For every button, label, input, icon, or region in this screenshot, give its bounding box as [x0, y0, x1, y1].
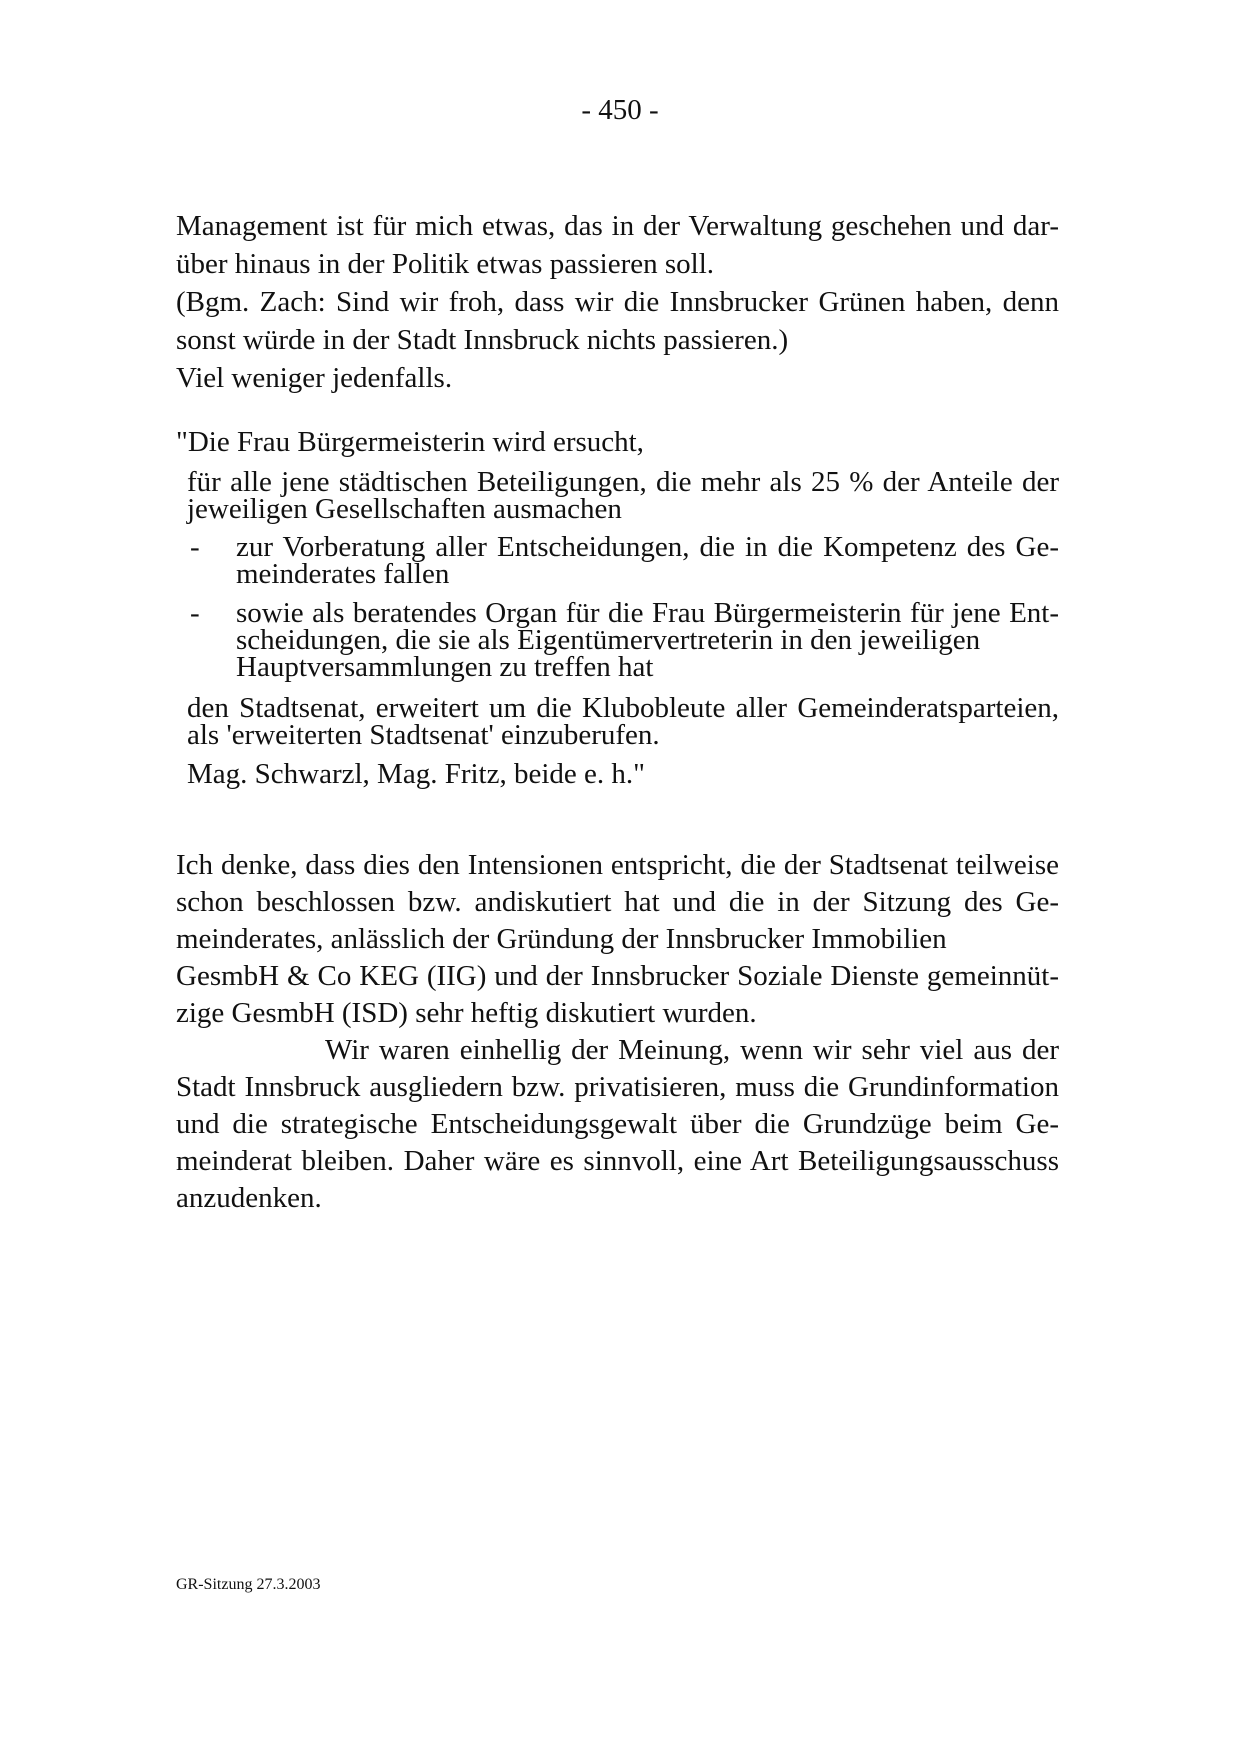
- bullet-line: meinderates fallen: [236, 558, 450, 590]
- motion-closing-line: als 'erweiterten Stadtsenat' einzuberufen.: [187, 719, 660, 751]
- motion-opening: "Die Frau Bürgermeisterin wird ersucht,: [176, 426, 644, 458]
- text-line: Viel weniger jedenfalls.: [176, 362, 453, 394]
- text-line: und die strategische Entscheidungsgewalt über die Grundzüge beim Ge-: [176, 1108, 1059, 1140]
- text-line: zige GesmbH (ISD) sehr heftig diskutiert wurden.: [176, 997, 757, 1029]
- text-line: schon beschlossen bzw. andiskutiert hat und die in der Sitzung des Ge-: [176, 886, 1059, 918]
- motion-scope-line: jeweiligen Gesellschaften ausmachen: [187, 493, 622, 525]
- text-line: Ich denke, dass dies den Intensionen entspricht, die der Stadtsenat teilweise: [176, 849, 1059, 881]
- bullet-line: zur Vorberatung aller Entscheidungen, die in die Kompetenz des Ge-: [236, 531, 1059, 563]
- text-line: (Bgm. Zach: Sind wir froh, dass wir die Innsbrucker Grünen haben, denn: [176, 286, 1059, 318]
- motion-closing-line: den Stadtsenat, erweitert um die Klubobleute aller Gemeinderatsparteien,: [187, 692, 1059, 724]
- page-number: - 450 -: [581, 94, 659, 126]
- text-line: über hinaus in der Politik etwas passieren soll.: [176, 248, 715, 280]
- bullet-dash: -: [190, 531, 200, 563]
- bullet-line: Hauptversammlungen zu treffen hat: [236, 651, 654, 683]
- footer-session-date: GR-Sitzung 27.3.2003: [176, 1576, 321, 1593]
- bullet-line: scheidungen, die sie als Eigentümervertreterin in den jeweiligen: [236, 624, 981, 656]
- text-line: anzudenken.: [176, 1182, 322, 1214]
- text-line: Wir waren einhellig der Meinung, wenn wir sehr viel aus der: [325, 1034, 1059, 1066]
- motion-scope-line: für alle jene städtischen Beteiligungen, die mehr als 25 % der Anteile der: [187, 466, 1059, 498]
- bullet-line: sowie als beratendes Organ für die Frau Bürgermeisterin für jene Ent-: [236, 597, 1059, 629]
- text-line: GesmbH & Co KEG (IIG) und der Innsbrucker Soziale Dienste gemeinnüt-: [176, 960, 1059, 992]
- text-line: Stadt Innsbruck ausgliedern bzw. privatisieren, muss die Grundinformation: [176, 1071, 1059, 1103]
- text-line: meinderat bleiben. Daher wäre es sinnvoll, eine Art Beteiligungsausschuss: [176, 1145, 1059, 1177]
- text-line: meinderates, anlässlich der Gründung der Innsbrucker Immobilien: [176, 923, 947, 955]
- motion-signature: Mag. Schwarzl, Mag. Fritz, beide e. h.": [187, 758, 645, 790]
- text-line: Management ist für mich etwas, das in der Verwaltung geschehen und dar-: [176, 210, 1059, 242]
- bullet-dash: -: [190, 597, 200, 629]
- text-line: sonst würde in der Stadt Innsbruck nichts passieren.): [176, 324, 789, 356]
